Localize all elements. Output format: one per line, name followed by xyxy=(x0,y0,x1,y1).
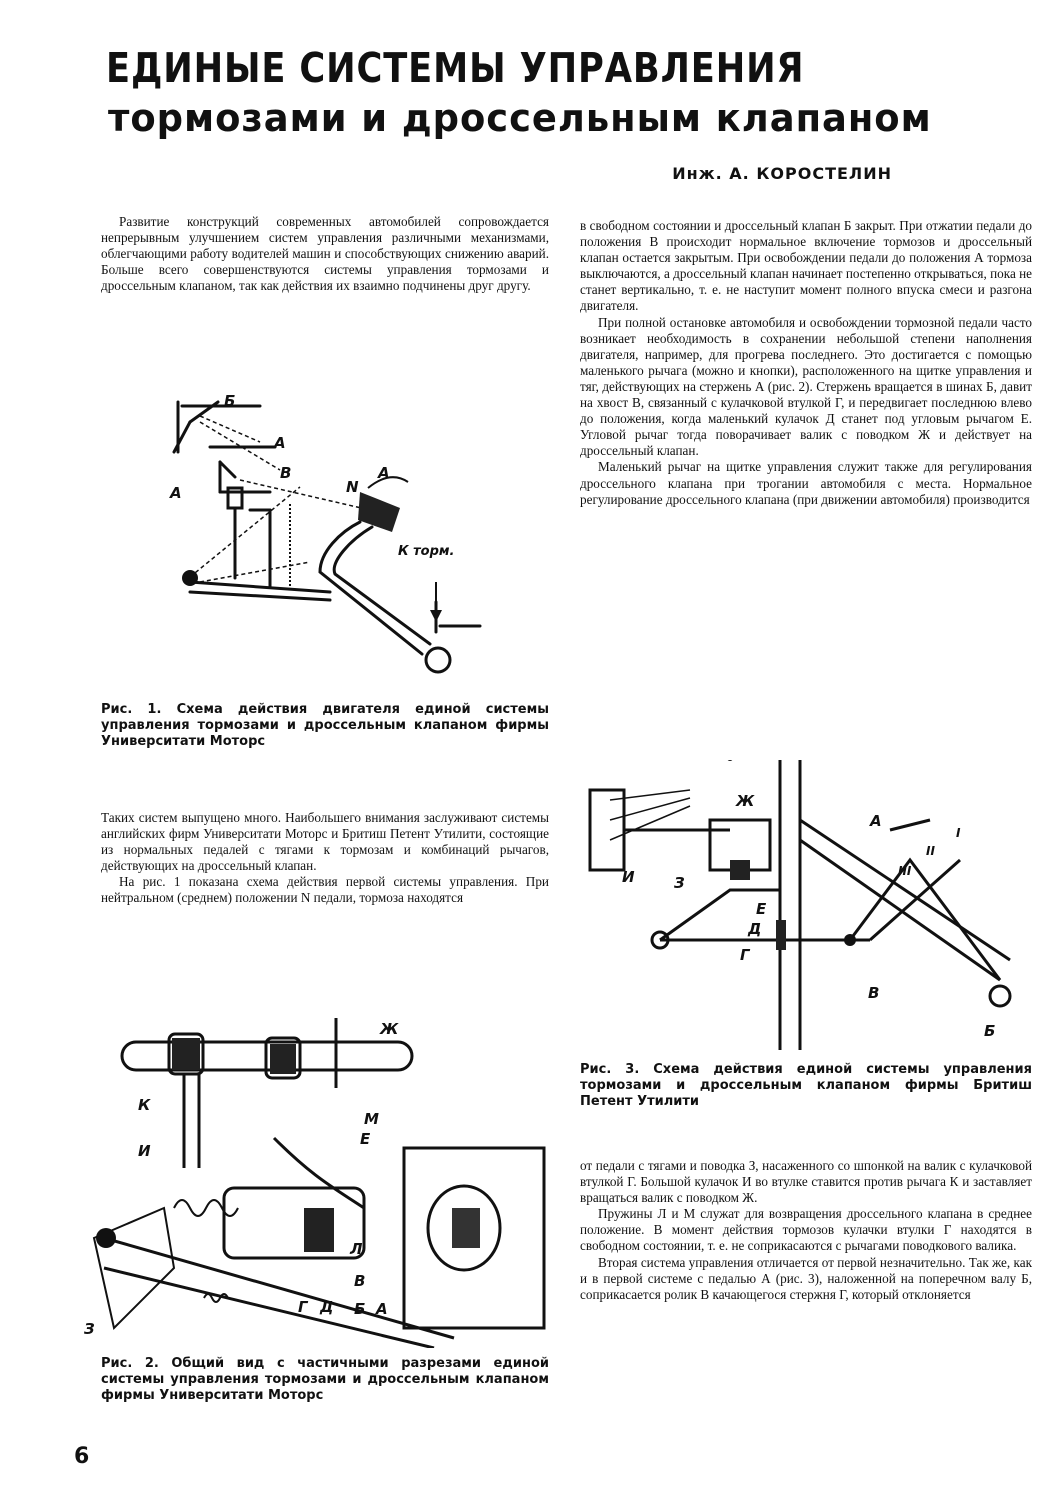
figure-2-drawing xyxy=(74,1008,554,1348)
fig2-label-v: В xyxy=(354,1272,366,1290)
article-author: Инж. А. КОРОСТЕЛИН xyxy=(672,164,892,183)
figure-1 xyxy=(160,392,500,692)
fig1-label-a1: А xyxy=(274,434,286,452)
fig2-label-b: Б xyxy=(354,1300,366,1318)
fig3-label-roman2: II xyxy=(926,844,935,858)
fig2-label-a: А xyxy=(376,1300,388,1318)
fig3-label-v: В xyxy=(868,984,880,1002)
paragraph: от педали с тягами и поводка З, насаженного со шпонкой на валик с кулачковой втулкой Г. Большой кулачок И во втулке ставится против рычага К и заставляет вращаться валик с поводком Ж. xyxy=(580,1158,1032,1206)
page-number: 6 xyxy=(74,1444,90,1469)
fig3-label-zh: Ж xyxy=(736,792,755,810)
fig3-label-roman1: I xyxy=(956,826,961,840)
article-title-line1: ЕДИНЫЕ СИСТЕМЫ УПРАВЛЕНИЯ xyxy=(106,44,805,92)
fig3-label-d: Д xyxy=(748,920,762,938)
paragraph: Вторая система управления отличается от первой незначительно. Так же, как и в первой системе с педалью А (рис. 3), наложенной на поперечном валу Б, соприкасается ролик В качающегося стержня Г, который отклоняется xyxy=(580,1254,1032,1302)
fig1-label-ktorm: К торм. xyxy=(398,544,455,559)
figure-3-caption: Рис. 3. Схема действия единой системы управления тормозами и дроссельным клапаном фирмы Бритиш Петент Утилити xyxy=(580,1062,1032,1109)
paragraph: При полной остановке автомобиля и освобождении тормозной педали часто возникает необходимость в сохранении небольшой степени наполнения двигателя, например, для прогрева последнего. Это достигается с помощью маленького рычага (можно и кнопки), расположенного на щитке управления и тяг, действующих на стержень А (рис. 2). Стержень вращается в шинах Б, давит на хвост В, связанный с кулачковой втулкой Г, и передвигает последнюю влево до положения, когда маленький кулачок Д станет под угловым рычагом Е. Угловой рычаг тогда поворачивает валик с поводком Ж и действует на дроссельный клапан. xyxy=(580,314,1032,459)
fig2-label-z: З xyxy=(84,1320,95,1338)
fig3-label-b: Б xyxy=(984,1022,996,1040)
paragraph: Таких систем выпущено много. Наибольшего внимания заслуживают системы английских фирм Университати Моторс и Бритиш Петент Утилити, состоящие из нормальных педалей с тягами к тормозам и комбинаций рычагов, действующих на дроссельный клапан. xyxy=(101,810,549,874)
figure-1-drawing xyxy=(160,392,500,692)
fig1-label-a3: А xyxy=(378,464,390,482)
paragraph: в свободном состоянии и дроссельный клапан Б закрыт. При отжатии педали до положения В происходит нормальное включение тормозов и дроссельный клапан остается закрытым. При освобождении педали до положения А тормоза выключаются, а дроссельный клапан начинает постепенно открываться, пока не станет вертикально, т. е. не наступит момент полного впуска смеси и разгона двигателя. xyxy=(580,218,1032,314)
fig2-label-i: И xyxy=(138,1142,151,1160)
fig2-label-e: Е xyxy=(360,1130,371,1148)
figure-2 xyxy=(74,1008,554,1348)
article-title-line2: тормозами и дроссельным клапаном xyxy=(108,96,932,140)
fig3-label-g: Г xyxy=(740,946,750,964)
fig3-label-a: А xyxy=(870,812,882,830)
figure-2-caption: Рис. 2. Общий вид с частичными разрезами единой системы управления тормозами и дроссельным клапаном фирмы Университати Моторс xyxy=(101,1356,549,1403)
right-column-top xyxy=(580,218,1032,508)
figure-3-drawing xyxy=(580,760,1030,1050)
figure-3 xyxy=(580,760,1030,1050)
fig2-label-g: Г xyxy=(298,1298,308,1316)
fig1-label-b: Б xyxy=(224,392,236,410)
fig2-label-k: К xyxy=(138,1096,151,1114)
fig1-label-n: N xyxy=(346,478,359,496)
paragraph: На рис. 1 показана схема действия первой системы управления. При нейтральном (среднем) положении N педали, тормоза находятся xyxy=(101,874,549,906)
fig2-label-zh: Ж xyxy=(380,1020,399,1038)
figure-1-caption: Рис. 1. Схема действия двигателя единой системы управления тормозами и дроссельным клапаном фирмы Университати Моторс xyxy=(101,702,549,749)
left-column-body xyxy=(101,810,549,907)
fig3-label-z: З xyxy=(674,874,685,892)
fig3-label-i: И xyxy=(622,868,635,886)
fig2-label-d: Д xyxy=(320,1298,334,1316)
left-column-intro xyxy=(101,214,549,294)
right-column-bottom xyxy=(580,1158,1032,1303)
fig1-label-a2: А xyxy=(170,484,182,502)
fig3-label-e: Е xyxy=(756,900,767,918)
fig1-label-v: В xyxy=(280,464,292,482)
paragraph: Развитие конструкций современных автомобилей сопровождается непрерывным улучшением систем управления различными механизмами, облегчающими работу водителей машин и способствующих снижению аварий. Больше всего совершенствуются системы управления тормозами и дроссельным клапаном, так как действия их взаимно подчинены друг другу. xyxy=(101,214,549,294)
fig2-label-m: М xyxy=(364,1110,379,1128)
fig3-label-roman3: III xyxy=(898,864,912,878)
paragraph: Маленький рычаг на щитке управления служит также для регулирования дроссельного клапана при трогании автомобиля с места. Нормальное регулирование дроссельного клапана (при движении автомобиля) производится xyxy=(580,459,1032,507)
fig2-label-l: Л xyxy=(350,1240,363,1258)
paragraph: Пружины Л и М служат для возвращения дроссельного клапана в среднее положение. В момент действия тормозов кулачки втулки Г находятся в свободном состоянии, т. е. не соприкасаются с рычагами поводкового валика. xyxy=(580,1206,1032,1254)
